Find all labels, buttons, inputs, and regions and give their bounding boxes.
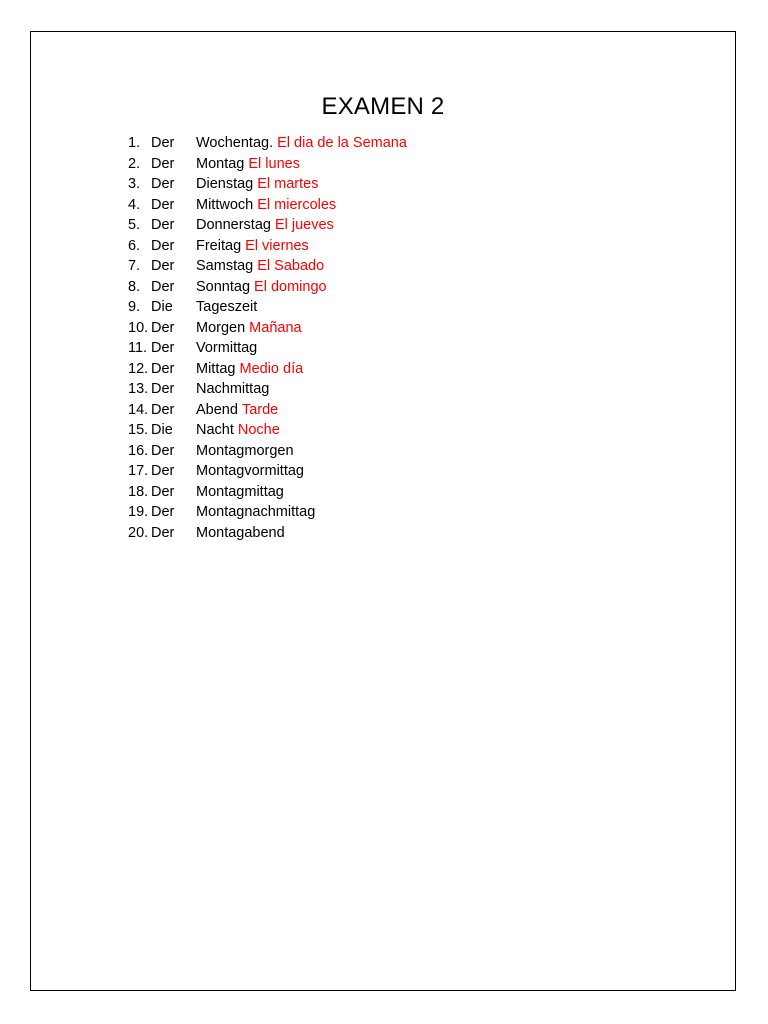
item-number: 9. xyxy=(128,299,141,315)
item-number: 20. xyxy=(128,524,149,541)
list-item xyxy=(128,256,407,277)
list-item xyxy=(128,154,407,175)
item-number: 11. xyxy=(128,340,148,356)
list-item xyxy=(128,400,407,421)
document-page xyxy=(30,31,736,991)
item-spanish-translation: Medio día xyxy=(239,360,304,377)
item-article: Der xyxy=(151,381,175,397)
item-number: 13. xyxy=(128,381,149,397)
item-number: 8. xyxy=(128,278,141,295)
item-article: Der xyxy=(151,504,175,520)
item-german-word: Montag xyxy=(196,155,245,172)
list-item xyxy=(128,502,407,523)
item-german-word: Montagmorgen xyxy=(196,442,294,459)
item-article: Die xyxy=(151,299,173,315)
list-item xyxy=(128,277,407,298)
item-number: 4. xyxy=(128,196,141,213)
item-number: 5. xyxy=(128,217,141,233)
item-german-word: Mittwoch xyxy=(196,196,254,213)
item-number: 15. xyxy=(128,422,149,438)
item-number: 17. xyxy=(128,463,149,479)
item-number: 18. xyxy=(128,483,149,500)
item-article: Der xyxy=(151,360,175,377)
item-number: 12. xyxy=(128,360,149,377)
list-item xyxy=(128,195,407,216)
item-article: Der xyxy=(151,401,175,418)
item-german-word: Montagmittag xyxy=(196,483,284,500)
item-article: Der xyxy=(151,176,175,192)
item-article: Die xyxy=(151,422,173,438)
item-article: Der xyxy=(151,319,175,336)
item-spanish-translation: Tarde xyxy=(241,401,279,418)
item-article: Der xyxy=(151,196,175,213)
item-article: Der xyxy=(151,258,175,274)
list-item xyxy=(128,338,407,359)
list-item xyxy=(128,297,407,318)
item-german-word: Mittag xyxy=(196,360,236,377)
item-number: 19. xyxy=(128,504,149,520)
item-article: Der xyxy=(151,463,175,479)
item-article: Der xyxy=(151,155,175,172)
item-number: 2. xyxy=(128,155,141,172)
item-spanish-translation: Mañana xyxy=(249,319,302,336)
item-german-word: Sonntag xyxy=(196,278,251,295)
list-item xyxy=(128,523,407,544)
page-title: EXAMEN 2 xyxy=(321,93,445,120)
item-german-word: Nachmittag xyxy=(196,381,270,397)
item-german-word: Montagnachmittag xyxy=(196,504,316,520)
item-german-word: Nacht xyxy=(196,422,234,438)
item-german-word: Freitag xyxy=(196,237,242,254)
item-spanish-translation: El viernes xyxy=(245,237,309,254)
item-article: Der xyxy=(151,135,175,151)
item-article: Der xyxy=(151,524,175,541)
item-spanish-translation: El Sabado xyxy=(257,258,325,274)
list-item xyxy=(128,215,407,236)
item-german-word: Wochentag. xyxy=(196,135,274,151)
item-spanish-translation: El dia de la Semana xyxy=(277,135,407,151)
item-spanish-translation: El domingo xyxy=(254,278,327,295)
item-german-word: Morgen xyxy=(196,319,246,336)
item-number: 14. xyxy=(128,401,149,418)
list-item xyxy=(128,318,407,339)
item-german-word: Montagvormittag xyxy=(196,463,304,479)
list-item xyxy=(128,359,407,380)
item-german-word: Samstag xyxy=(196,258,254,274)
item-german-word: Dienstag xyxy=(196,176,254,192)
item-article: Der xyxy=(151,483,175,500)
item-german-word: Abend xyxy=(196,401,238,418)
item-article: Der xyxy=(151,442,175,459)
item-number: 7. xyxy=(128,258,141,274)
item-german-word: Montagabend xyxy=(196,524,285,541)
item-german-word: Donnerstag xyxy=(196,217,271,233)
item-spanish-translation: El jueves xyxy=(274,217,334,233)
item-german-word: Tageszeit xyxy=(196,299,258,315)
item-number: 6. xyxy=(128,237,141,254)
vocabulary-list xyxy=(128,133,407,543)
item-number: 1. xyxy=(128,135,141,151)
item-spanish-translation: El martes xyxy=(257,176,319,192)
item-german-word: Vormittag xyxy=(196,340,258,356)
list-item xyxy=(128,174,407,195)
list-item xyxy=(128,379,407,400)
item-article: Der xyxy=(151,340,175,356)
item-article: Der xyxy=(151,217,175,233)
item-spanish-translation: Noche xyxy=(237,422,280,438)
list-item xyxy=(128,482,407,503)
list-item xyxy=(128,441,407,462)
list-item xyxy=(128,236,407,257)
item-number: 16. xyxy=(128,442,149,459)
item-number: 3. xyxy=(128,176,141,192)
item-spanish-translation: El miercoles xyxy=(257,196,337,213)
item-article: Der xyxy=(151,237,175,254)
item-number: 10. xyxy=(128,319,149,336)
item-article: Der xyxy=(151,278,175,295)
list-item xyxy=(128,420,407,441)
list-item xyxy=(128,133,407,154)
item-spanish-translation: El lunes xyxy=(248,155,300,172)
list-item xyxy=(128,461,407,482)
